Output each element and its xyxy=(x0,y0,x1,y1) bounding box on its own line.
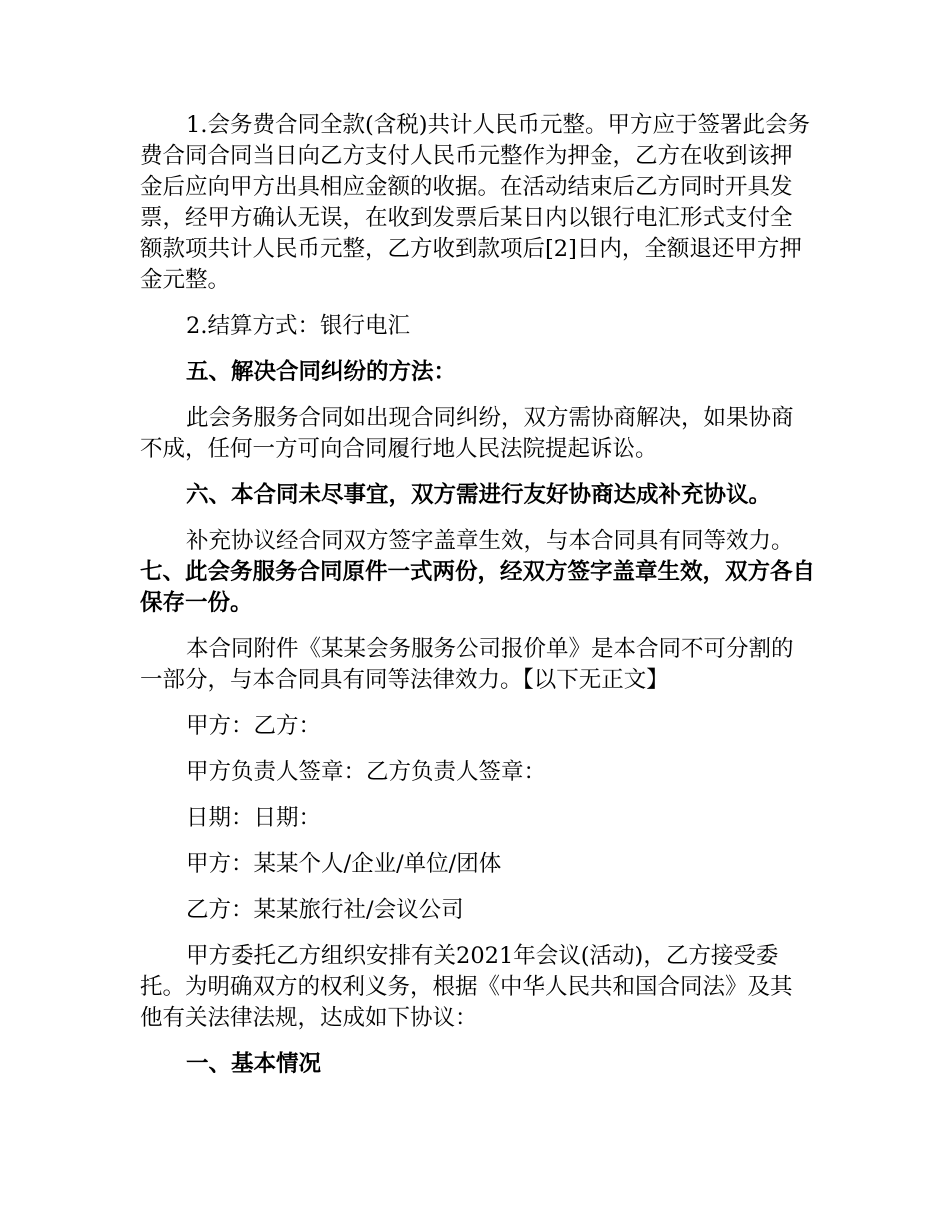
party-a-line: 甲方：某某个人/企业/单位/团体 xyxy=(186,851,502,877)
date-line: 日期：日期： xyxy=(186,805,322,831)
attachment-paragraph: 本合同附件《某某会务服务公司报价单》是本合同不可分割的一部分，与本合同具有同等法律效力。【以下无正文】 xyxy=(140,636,794,693)
section-heading-originals: 七、此会务服务合同原件一式两份，经双方签字盖章生效，双方各自保存一份。 xyxy=(140,559,816,616)
section-heading-dispute: 五、解决合同纠纷的方法： xyxy=(186,359,457,385)
party-b-line: 乙方：某某旅行社/会议公司 xyxy=(186,897,464,923)
section-heading-basic-info: 一、基本情况 xyxy=(186,1051,322,1077)
supplement-agreement-text: 补充协议经合同双方签字盖章生效，与本合同具有同等效力。 xyxy=(186,528,794,554)
dispute-resolution-paragraph: 此会务服务合同如出现合同纠纷，双方需协商解决，如果协商不成，任何一方可向合同履行地人民法院提起诉讼。 xyxy=(140,405,794,462)
payment-clause-paragraph: 1.会务费合同全款(含税)共计人民币元整。甲方应于签署此会务费合同合同当日向乙方支付人民币元整作为押金，乙方在收到该押金后应向甲方出具相应金额的收据。在活动结束后乙方同时开具发票，经甲方确认无误，在收到发票后某日内以银行电汇形式支付全额款项共计人民币元整，乙方收到款项后[2]日内，全额退还甲方押金元整。 xyxy=(140,112,811,293)
signature-line: 甲方负责人签章：乙方负责人签章： xyxy=(186,759,547,785)
settlement-method-paragraph: 2.结算方式：银行电汇 xyxy=(186,313,410,339)
entrustment-paragraph: 甲方委托乙方组织安排有关2021年会议(活动)，乙方接受委托。为明确双方的权利义务，根据《中华人民共和国合同法》及其他有关法律法规，达成如下协议： xyxy=(140,943,793,1031)
section-heading-supplement: 六、本合同未尽事宜，双方需进行友好协商达成补充协议。 xyxy=(186,482,772,508)
document-body xyxy=(140,110,830,1095)
party-line: 甲方：乙方： xyxy=(186,713,322,739)
supplement-agreement-paragraph xyxy=(140,526,830,619)
